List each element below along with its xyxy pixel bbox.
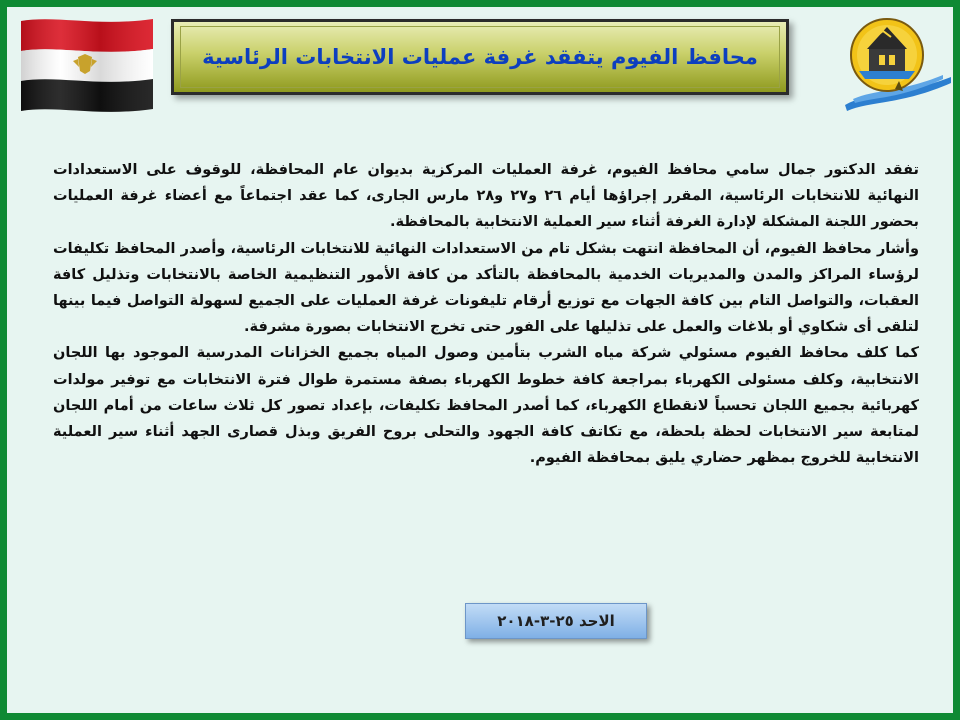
date-badge: [465, 603, 647, 639]
paragraph: وأشار محافظ الفيوم، أن المحافظة انتهت بشكل تام من الاستعدادات النهائية للانتخابات الرئاسية، وأصدر المحافظ تكليفات لرؤساء المراكز والمدن والمديريات الخدمية بالمحافظة بالتأكد من كافة الأمور التنظيمية الخاصة بالانتخابات وتذليل كافة العقبات، والتواصل التام بين كافة الجهات مع توزيع أرقام تليفونات غرفة العمليات على الجميع لسهولة التواصل فيما بينها لتلقى أى شكاوي أو بلاغات والعمل على تذليلها على الفور حتى تخرج الانتخابات بصورة مشرفة.: [53, 240, 919, 336]
title-box: [171, 19, 789, 95]
paragraph: تفقد الدكتور جمال سامي محافظ الفيوم، غرفة العمليات المركزية بديوان عام المحافظة، للوقوف على الاستعدادات النهائية للانتخابات الرئاسية، المقرر إجراؤها أيام ٢٦ و٢٧ و٢٨ مارس الجارى، كما عقد اجتماعاً مع أعضاء غرفة العمليات بحضور اللجنة المشكلة لإدارة الغرفة أثناء سير العملية الانتخابية بالمحافظة.: [53, 162, 920, 231]
egypt-flag-icon: [17, 15, 157, 113]
title-inner-border: [180, 26, 780, 88]
date-label: الاحد ٢٥-٣-٢٠١٨: [497, 612, 615, 630]
paragraph: كما كلف محافظ الفيوم مسئولي شركة مياه الشرب بتأمين وصول المياه بجميع الخزانات المدرسية الموجود بها اللجان الانتخابية، وكلف مسئولى الكهرباء بمراجعة كافة خطوط الكهرباء بصفة مستمرة طوال فترة الانتخابات مع توفير مولدات كهربائية بجميع اللجان تحسباً لانقطاع الكهرباء، كما أصدر المحافظ تكليفات، بإعداد تصور كل ثلاث ساعات من أمام اللجان لمتابعة سير الانتخابات لحظة بلحظة، مع تكاتف كافة الجهود والتحلى بروح الفريق وبذل قصارى الجهد أثناء سير العملية الانتخابية للخروج بمظهر حضاري يليق بمحافظة الفيوم.: [53, 345, 919, 467]
fayoum-governorate-logo: [839, 13, 955, 113]
page-title: محافظ الفيوم يتفقد غرفة عمليات الانتخابات الرئاسية: [202, 45, 758, 69]
article-body: [53, 157, 919, 471]
